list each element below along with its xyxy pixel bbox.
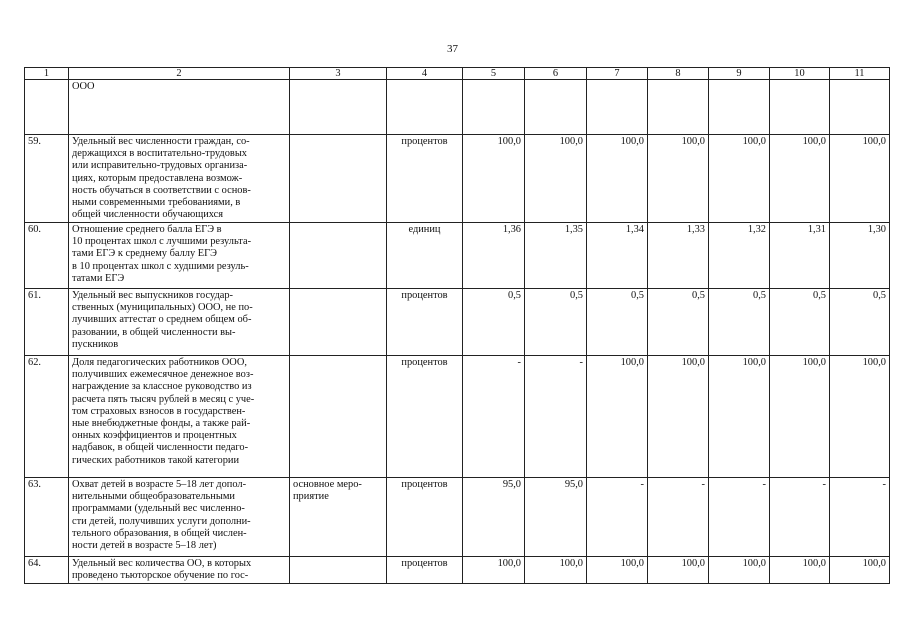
measure-type-cell bbox=[290, 135, 387, 223]
value-cell: 1,35 bbox=[525, 223, 587, 289]
description-line: тельного образования, в общей числен- bbox=[72, 527, 247, 539]
value-cell bbox=[770, 80, 830, 135]
measure-type-line: приятие bbox=[293, 491, 329, 503]
header-cell: 2 bbox=[69, 68, 290, 80]
value-cell: 100,0 bbox=[463, 557, 525, 584]
value-cell: 1,36 bbox=[463, 223, 525, 289]
description-line: награждение за классное руководство из bbox=[72, 381, 252, 393]
row-number-cell: 63. bbox=[25, 478, 69, 557]
column-number-header-row bbox=[25, 68, 890, 80]
value-cell bbox=[830, 80, 890, 135]
value-cell bbox=[709, 80, 770, 135]
measure-type-cell bbox=[290, 289, 387, 356]
description-line: том страховых взносов в государствен- bbox=[72, 405, 246, 417]
measure-type-cell bbox=[290, 557, 387, 584]
value-cell: 1,32 bbox=[709, 223, 770, 289]
unit-cell: процентов bbox=[387, 289, 463, 356]
value-cell: 100,0 bbox=[830, 135, 890, 223]
row-number-cell bbox=[25, 80, 69, 135]
value-cell: - bbox=[525, 356, 587, 478]
description-line: лучивших аттестат о среднем общем об- bbox=[72, 314, 252, 326]
indicator-description-cell bbox=[69, 356, 290, 478]
description-line: онных коэффициентов и процентных bbox=[72, 430, 237, 442]
description-line: нительными общеобразовательными bbox=[72, 491, 235, 503]
unit-cell: процентов bbox=[387, 557, 463, 584]
unit-cell: единиц bbox=[387, 223, 463, 289]
table-row bbox=[25, 557, 890, 584]
description-line: или исправительно-трудовых организа- bbox=[72, 160, 248, 172]
value-cell: 0,5 bbox=[587, 289, 648, 356]
value-cell: 100,0 bbox=[709, 356, 770, 478]
value-cell: - bbox=[770, 478, 830, 557]
row-number-cell: 64. bbox=[25, 557, 69, 584]
description-line: ООО bbox=[72, 81, 95, 92]
header-cell: 5 bbox=[463, 68, 525, 80]
value-cell: - bbox=[587, 478, 648, 557]
table-row bbox=[25, 223, 890, 289]
header-cell: 4 bbox=[387, 68, 463, 80]
value-cell: 100,0 bbox=[830, 557, 890, 584]
table-row bbox=[25, 478, 890, 557]
table-row bbox=[25, 289, 890, 356]
description-line: гических работников такой категории bbox=[72, 454, 240, 466]
value-cell: 100,0 bbox=[770, 135, 830, 223]
description-line: в 10 процентах школ с худшими резуль- bbox=[72, 260, 249, 272]
table-row bbox=[25, 80, 890, 135]
description-line: ности детей в возрасте 5–18 лет) bbox=[72, 540, 217, 552]
description-line: пускников bbox=[72, 338, 119, 350]
value-cell: 0,5 bbox=[648, 289, 709, 356]
header-cell: 8 bbox=[648, 68, 709, 80]
value-cell: 100,0 bbox=[830, 356, 890, 478]
description-line: Охват детей в возрасте 5–18 лет допол- bbox=[72, 479, 247, 490]
indicator-description-cell bbox=[69, 135, 290, 223]
description-line: общей численности обучающихся bbox=[72, 209, 224, 221]
measure-type-cell bbox=[290, 478, 387, 557]
header-cell: 6 bbox=[525, 68, 587, 80]
measure-type-line: основное меро- bbox=[293, 479, 362, 490]
value-cell: - bbox=[830, 478, 890, 557]
value-cell: 100,0 bbox=[587, 356, 648, 478]
indicator-description-cell bbox=[69, 80, 290, 135]
description-line: программами (удельный вес численно- bbox=[72, 503, 245, 515]
value-cell: 1,34 bbox=[587, 223, 648, 289]
description-line: ными современными требованиями, в bbox=[72, 197, 241, 209]
description-line: проведено тьюторское обучение по гос- bbox=[72, 570, 249, 582]
value-cell: 0,5 bbox=[525, 289, 587, 356]
description-line: сти детей, получивших услуги дополни- bbox=[72, 515, 251, 527]
description-line: Доля педагогических работников ООО, bbox=[72, 357, 247, 368]
row-number-cell: 59. bbox=[25, 135, 69, 223]
value-cell: 100,0 bbox=[525, 557, 587, 584]
value-cell: 100,0 bbox=[648, 557, 709, 584]
value-cell: 0,5 bbox=[770, 289, 830, 356]
value-cell: 0,5 bbox=[709, 289, 770, 356]
value-cell: - bbox=[648, 478, 709, 557]
value-cell: 100,0 bbox=[770, 356, 830, 478]
page-number: 37 bbox=[447, 43, 458, 55]
indicator-description-cell bbox=[69, 478, 290, 557]
value-cell: 100,0 bbox=[709, 557, 770, 584]
header-cell: 7 bbox=[587, 68, 648, 80]
indicators-table bbox=[24, 67, 890, 584]
value-cell: 95,0 bbox=[525, 478, 587, 557]
description-line: ные внебюджетные фонды, а также рай- bbox=[72, 418, 251, 430]
description-line: Отношение среднего балла ЕГЭ в bbox=[72, 224, 222, 235]
unit-cell: процентов bbox=[387, 478, 463, 557]
header-cell: 10 bbox=[770, 68, 830, 80]
description-line: держащихся в воспитательно-трудовых bbox=[72, 148, 247, 160]
indicator-description-cell bbox=[69, 557, 290, 584]
row-number-cell: 62. bbox=[25, 356, 69, 478]
description-line: расчета пять тысяч рублей в месяц с уче- bbox=[72, 393, 255, 405]
description-line: ность обучаться в соответствии с основ- bbox=[72, 184, 251, 196]
header-cell: 9 bbox=[709, 68, 770, 80]
value-cell bbox=[587, 80, 648, 135]
indicator-description-cell bbox=[69, 289, 290, 356]
description-line: получивших ежемесячное денежное воз- bbox=[72, 369, 254, 381]
table-row bbox=[25, 356, 890, 478]
description-line: надбавок, в общей численности педаго- bbox=[72, 442, 249, 454]
header-cell: 3 bbox=[290, 68, 387, 80]
description-line: циях, которым предоставлена возмож- bbox=[72, 172, 243, 184]
header-cell: 11 bbox=[830, 68, 890, 80]
value-cell: 100,0 bbox=[587, 135, 648, 223]
description-line: разовании, в общей численности вы- bbox=[72, 326, 236, 338]
description-line: Удельный вес выпускников государ- bbox=[72, 290, 234, 301]
value-cell: 100,0 bbox=[770, 557, 830, 584]
description-line: Удельный вес количества ОО, в которых bbox=[72, 558, 252, 569]
row-number-cell: 61. bbox=[25, 289, 69, 356]
value-cell: 100,0 bbox=[709, 135, 770, 223]
table-row bbox=[25, 135, 890, 223]
description-line: ственных (муниципальных) ООО, не по- bbox=[72, 302, 253, 314]
value-cell: 1,30 bbox=[830, 223, 890, 289]
value-cell bbox=[525, 80, 587, 135]
value-cell: 100,0 bbox=[525, 135, 587, 223]
value-cell bbox=[648, 80, 709, 135]
value-cell: 100,0 bbox=[587, 557, 648, 584]
measure-type-cell bbox=[290, 356, 387, 478]
value-cell: 100,0 bbox=[648, 356, 709, 478]
value-cell bbox=[463, 80, 525, 135]
value-cell: 1,31 bbox=[770, 223, 830, 289]
unit-cell bbox=[387, 80, 463, 135]
row-number-cell: 60. bbox=[25, 223, 69, 289]
value-cell: 95,0 bbox=[463, 478, 525, 557]
description-line: татами ЕГЭ bbox=[72, 272, 125, 284]
measure-type-cell bbox=[290, 80, 387, 135]
value-cell: - bbox=[709, 478, 770, 557]
value-cell: 1,33 bbox=[648, 223, 709, 289]
value-cell: - bbox=[463, 356, 525, 478]
indicator-description-cell bbox=[69, 223, 290, 289]
description-line: Удельный вес численности граждан, со- bbox=[72, 136, 250, 147]
header-cell: 1 bbox=[25, 68, 69, 80]
value-cell: 100,0 bbox=[648, 135, 709, 223]
measure-type-cell bbox=[290, 223, 387, 289]
unit-cell: процентов bbox=[387, 135, 463, 223]
description-line: 10 процентах школ с лучшими результа- bbox=[72, 236, 252, 248]
value-cell: 0,5 bbox=[830, 289, 890, 356]
description-line: тами ЕГЭ к среднему баллу ЕГЭ bbox=[72, 248, 217, 260]
value-cell: 100,0 bbox=[463, 135, 525, 223]
value-cell: 0,5 bbox=[463, 289, 525, 356]
unit-cell: процентов bbox=[387, 356, 463, 478]
